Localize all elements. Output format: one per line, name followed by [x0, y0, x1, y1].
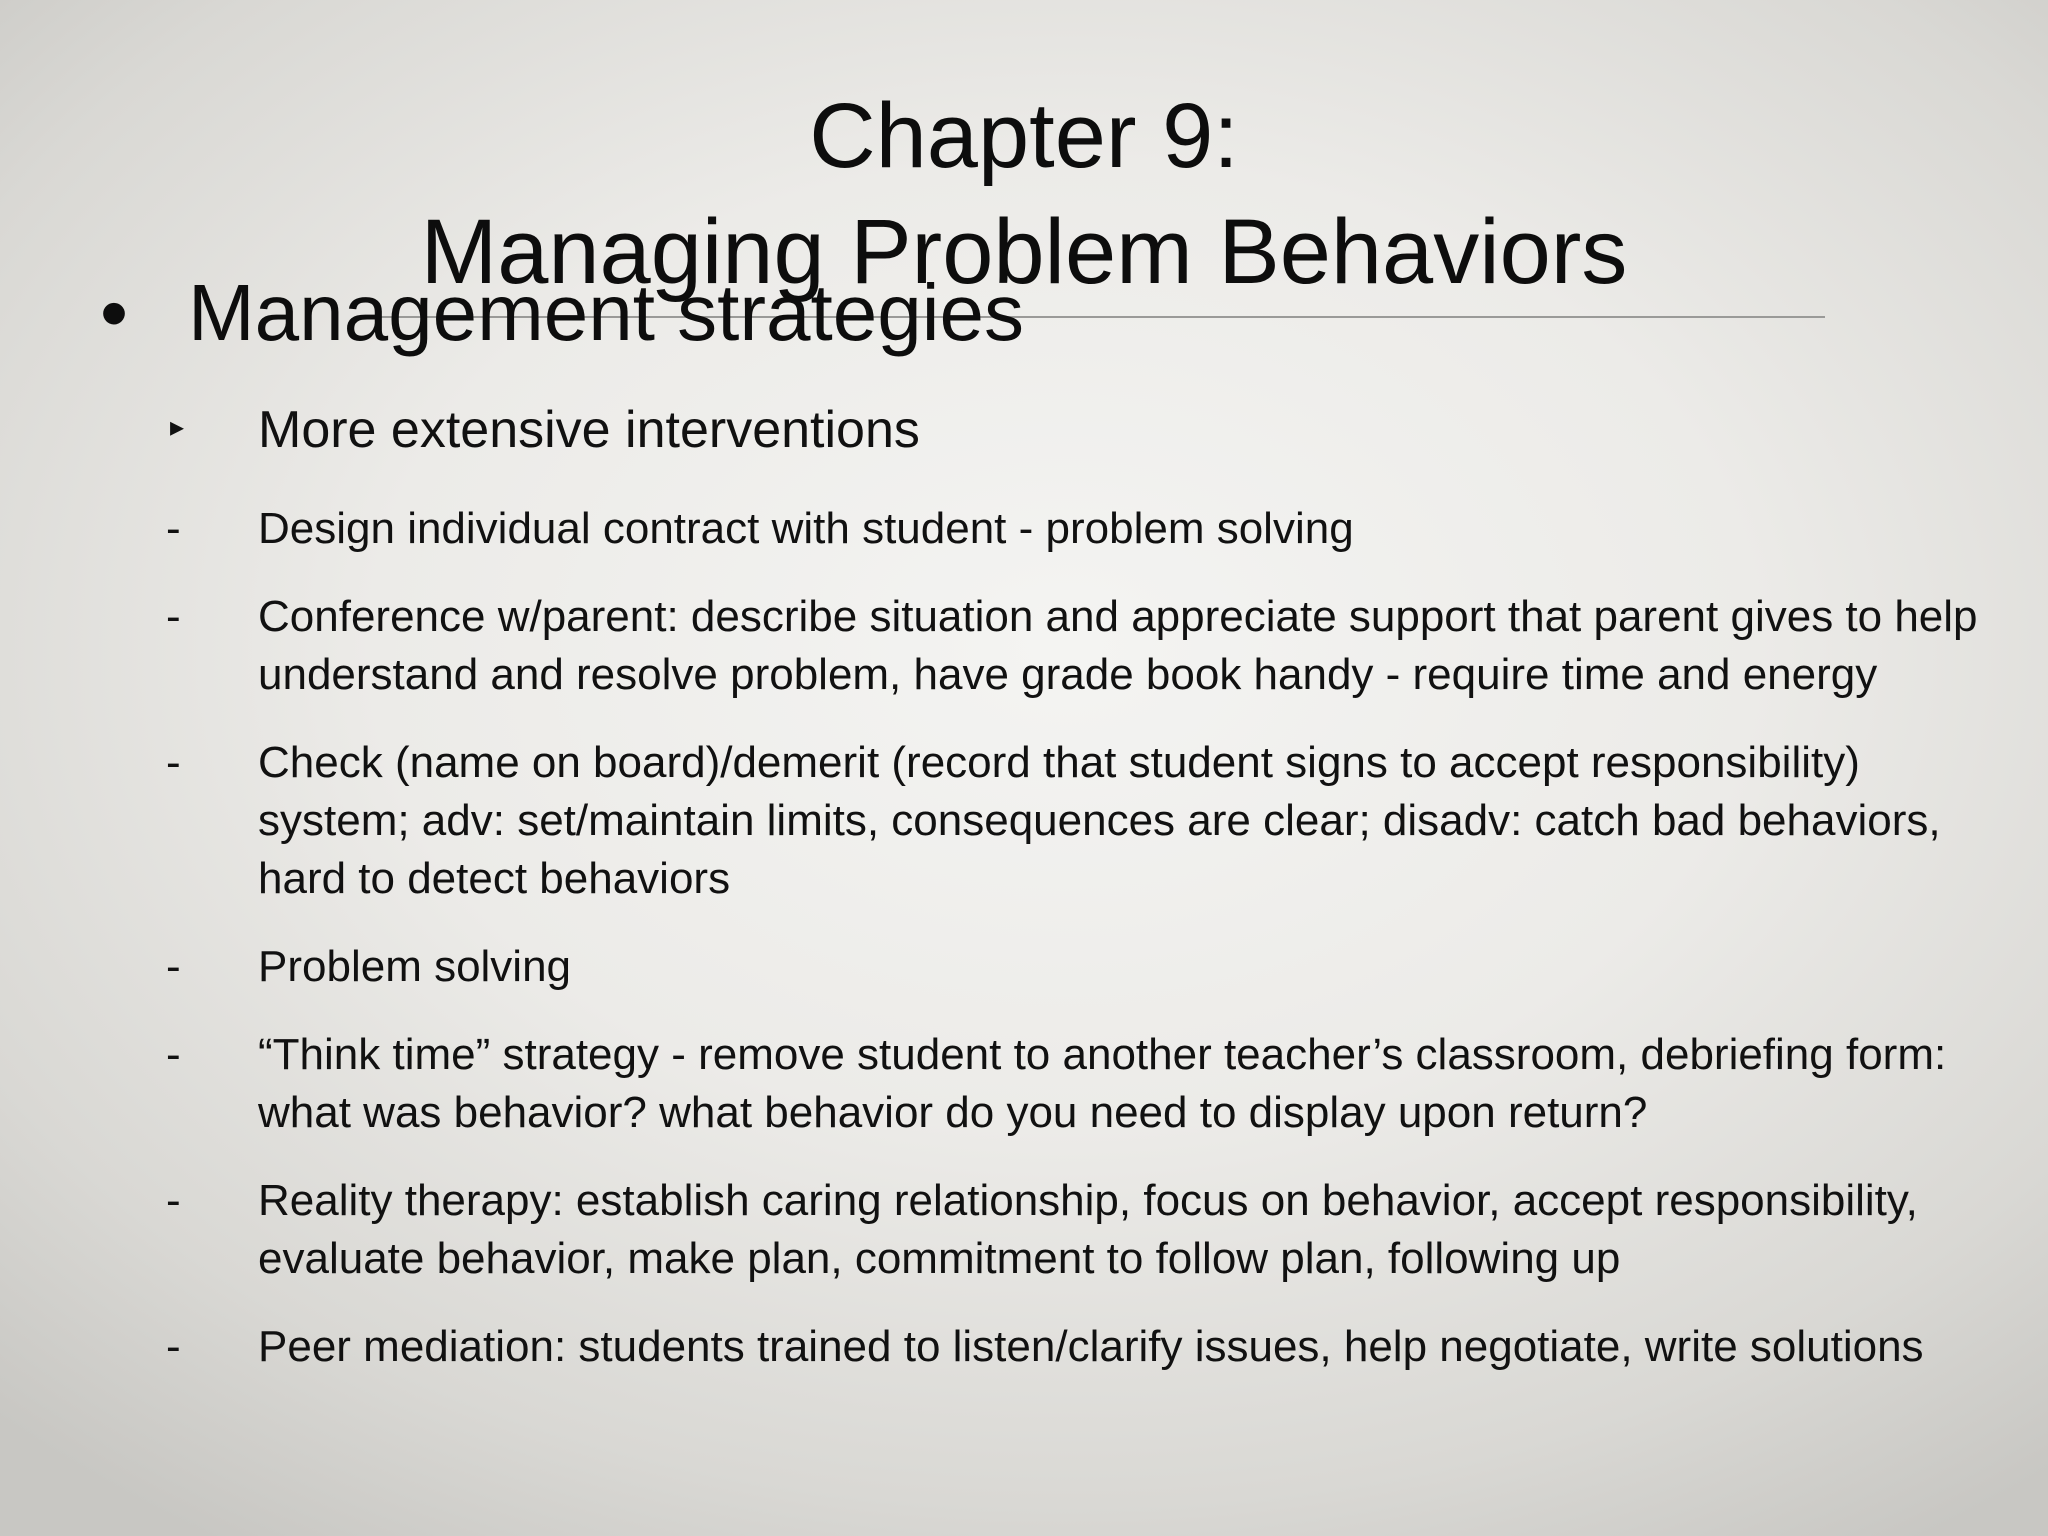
list-item — [160, 500, 2000, 558]
list-item — [160, 1026, 2000, 1142]
list-item-text: Reality therapy: establish caring relationship, focus on behavior, accept responsibility, evaluate behavior, make plan, commitment to follow plan, following up — [258, 1176, 1918, 1283]
list-item-text: Peer mediation: students trained to listen/clarify issues, help negotiate, write solutions — [258, 1322, 1924, 1371]
triangle-bullet-icon: ▸ — [170, 411, 185, 443]
dash-bullet-icon: - — [166, 1176, 181, 1225]
list-item-text: Conference w/parent: describe situation and appreciate support that parent gives to help understand and resolve problem, have grade book handy - require time and energy — [258, 592, 1978, 699]
sub-heading — [170, 400, 920, 463]
sub-heading-text: More extensive interventions — [258, 401, 920, 459]
list-item-text: Check (name on board)/demerit (record that student signs to accept responsibility) system; adv: set/maintain limits, consequences are clear; disadv: catch bad behaviors, hard to detect behaviors — [258, 738, 1941, 903]
list-item — [160, 1318, 2000, 1376]
list-item-text: Design individual contract with student - problem solving — [258, 504, 1354, 553]
list-item — [160, 734, 2000, 908]
dash-bullet-icon: - — [166, 504, 181, 553]
strategy-list — [160, 500, 2000, 1406]
section-heading-text: Management strategies — [188, 268, 1025, 357]
title-line-1: Chapter 9: — [809, 85, 1239, 187]
list-item — [160, 588, 2000, 704]
bullet-icon: • — [100, 268, 129, 357]
section-heading — [100, 268, 1024, 358]
dash-bullet-icon: - — [166, 592, 181, 641]
dash-bullet-icon: - — [166, 1030, 181, 1079]
list-item — [160, 938, 2000, 996]
dash-bullet-icon: - — [166, 1322, 181, 1371]
dash-bullet-icon: - — [166, 738, 181, 787]
list-item-text: Problem solving — [258, 942, 572, 991]
list-item — [160, 1172, 2000, 1288]
list-item-text: “Think time” strategy - remove student to another teacher’s classroom, debriefing form: what was behavior? what behavior do you need to display upon return? — [258, 1030, 1947, 1137]
dash-bullet-icon: - — [166, 942, 181, 991]
title-line-2: Managing Problem Behaviors — [420, 201, 1628, 303]
